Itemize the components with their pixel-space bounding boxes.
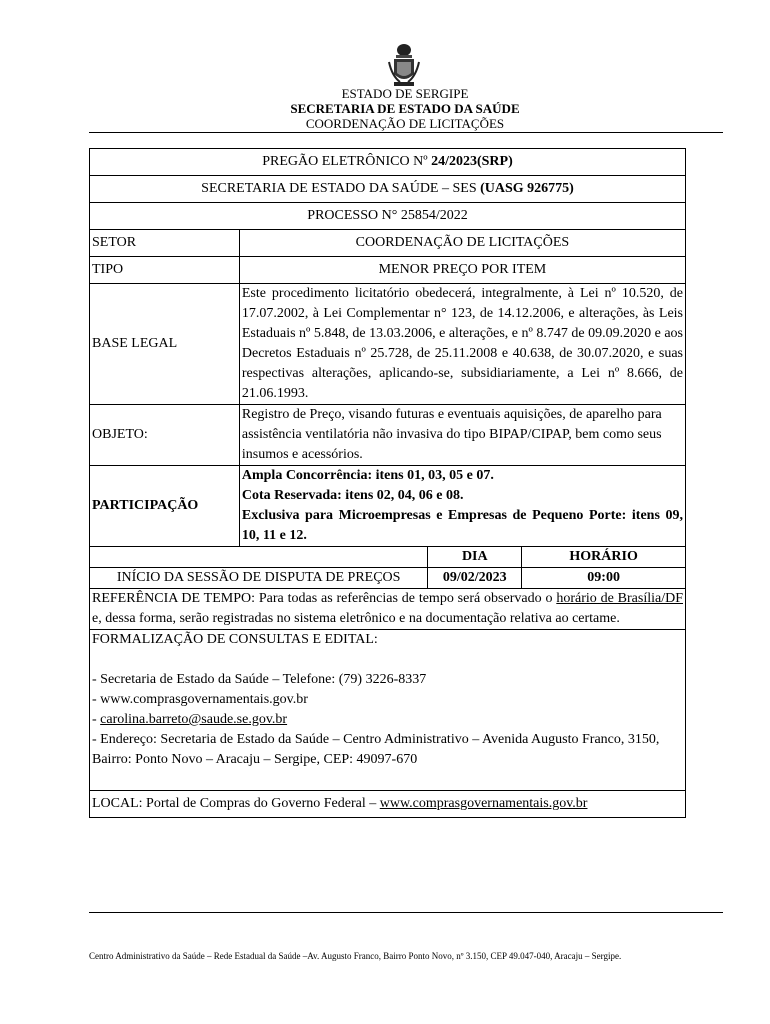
participacao-ampla: Ampla Concorrência: itens 01, 03, 05 e 07. (241, 468, 494, 483)
contato-email-link[interactable]: carolina.barreto@saude.se.gov.br (100, 712, 288, 727)
header-coordination: COORDENAÇÃO DE LICITAÇÕES (305, 116, 505, 131)
base-legal-value: Este procedimento licitatório obedecerá, integralmente, à Lei nº 10.520, de 17.07.2002, à Lei Complementar n° 123, de 14.12.2006, e alterações, às Leis Estaduais nº 5.848, de 13.03.2006, e alterações, e nº 8.747 de 09.09.2020 e aos Decretos Estaduais nº 25.728, de 25.11.2008 e 40.638, de 30.07.2020, e suas respectivas alterações, aplicando-se, subsidiariamente, a Lei nº 8.666, de 21.06.1993. (239, 284, 685, 405)
row-pregao (90, 149, 686, 176)
row-base-legal (90, 284, 686, 405)
secretaria-prefix: SECRETARIA DE ESTADO DA SAÚDE – SES (201, 181, 481, 196)
footer-text: Centro Administrativo da Saúde – Rede Estadual da Saúde –Av. Augusto Franco, Bairro Ponto Novo, nº 3.150, CEP 49.047-040, Aracaju – Sergipe. (89, 951, 622, 961)
secretaria-cell (90, 176, 686, 203)
formalizacao-cell (90, 630, 686, 791)
session-header-empty (90, 547, 428, 568)
local-prefix: LOCAL: Portal de Compras do Governo Federal – (92, 796, 380, 811)
objeto-value: Registro de Preço, visando futuras e eventuais aquisições, de aparelho para assistência ventilatória não invasiva do tipo BIPAP/CIPAP, bem como seus insumos e acessórios. (239, 405, 685, 466)
coat-of-arms-icon (386, 42, 422, 88)
row-formalizacao (90, 630, 686, 791)
row-processo (90, 203, 686, 230)
row-local (90, 791, 686, 818)
setor-value: COORDENAÇÃO DE LICITAÇÕES (239, 230, 685, 257)
objeto-label: OBJETO: (90, 405, 240, 466)
pregao-prefix: PREGÃO ELETRÔNICO Nº (262, 154, 432, 169)
referencia-link: horário de Brasília/DF (556, 591, 683, 606)
tipo-label: TIPO (90, 257, 240, 284)
contato-site: - www.comprasgovernamentais.gov.br (92, 692, 308, 707)
processo-cell: PROCESSO N° 25854/2022 (90, 203, 686, 230)
participacao-value (239, 466, 685, 547)
formalizacao-title: FORMALIZAÇÃO DE CONSULTAS E EDITAL: (92, 632, 378, 647)
pregao-number: 24/2023(SRP) (431, 154, 513, 169)
row-referencia (90, 589, 686, 630)
header-divider (89, 132, 723, 133)
uasg: (UASG 926775) (480, 181, 574, 196)
row-secretaria (90, 176, 686, 203)
dia-header: DIA (428, 547, 522, 568)
pregao-cell (90, 149, 686, 176)
horario-header: HORÁRIO (522, 547, 686, 568)
row-session (90, 568, 686, 589)
contato-email-line (92, 710, 683, 730)
footer-divider (89, 912, 723, 913)
referencia-prefix: REFERÊNCIA DE TEMPO: Para todas as referências de tempo será observado o (92, 591, 557, 606)
participacao-label: PARTICIPAÇÃO (90, 466, 240, 547)
participacao-cota: Cota Reservada: itens 02, 04, 06 e 08. (241, 488, 464, 503)
sessao-label: INÍCIO DA SESSÃO DE DISPUTA DE PREÇOS (90, 568, 428, 589)
referencia-cell (90, 589, 686, 630)
row-tipo (90, 257, 686, 284)
sessao-dia: 09/02/2023 (428, 568, 522, 589)
notice-table (89, 148, 686, 818)
sessao-horario: 09:00 (522, 568, 686, 589)
base-legal-label: BASE LEGAL (90, 284, 240, 405)
local-link[interactable]: www.comprasgovernamentais.gov.br (379, 796, 588, 811)
tipo-value: MENOR PREÇO POR ITEM (239, 257, 685, 284)
row-participacao (90, 466, 686, 547)
row-session-header (90, 547, 686, 568)
participacao-exclusiva: Exclusiva para Microempresas e Empresas de Pequeno Porte: itens 09, 10, 11 e 12. (241, 508, 683, 543)
contato-email-prefix: - (92, 712, 101, 727)
header-secretariat: SECRETARIA DE ESTADO DA SAÚDE (290, 101, 520, 116)
setor-label: SETOR (90, 230, 240, 257)
row-objeto (90, 405, 686, 466)
referencia-suffix: e, dessa forma, serão registradas no sistema eletrônico e na documentação relativa ao certame. (92, 611, 620, 626)
local-cell (90, 791, 686, 818)
header-state: ESTADO DE SERGIPE (341, 86, 469, 101)
contato-telefone: - Secretaria de Estado da Saúde – Telefone: (79) 3226-8337 (92, 672, 427, 687)
row-setor (90, 230, 686, 257)
contato-endereco: - Endereço: Secretaria de Estado da Saúde – Centro Administrativo – Avenida Augusto Franco, 3150, Bairro: Ponto Novo – Aracaju – Sergipe, CEP: 49097-670 (92, 732, 660, 767)
